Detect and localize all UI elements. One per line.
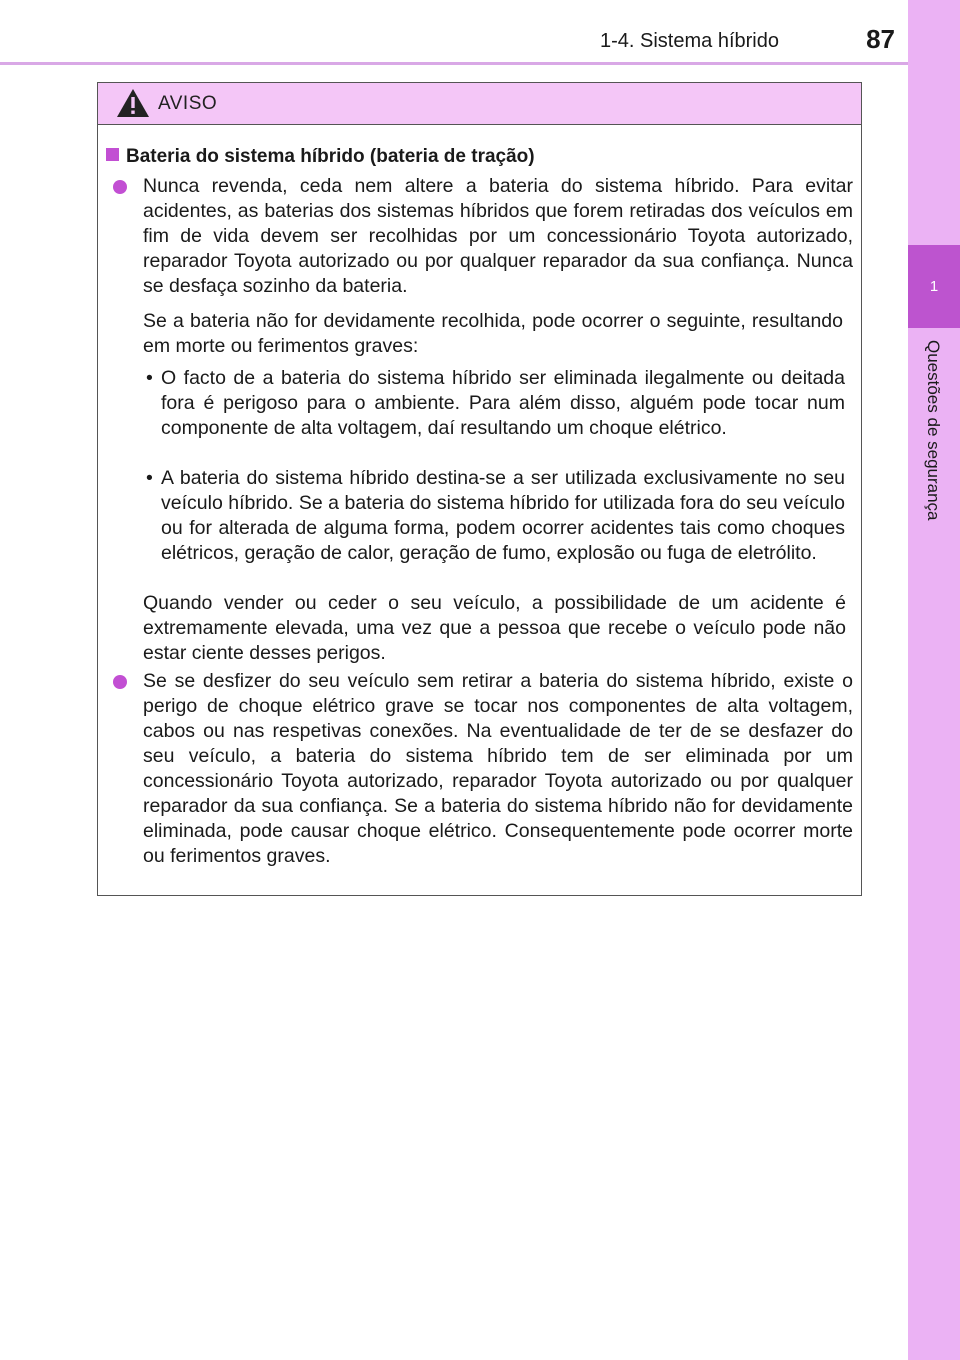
circle-bullet-icon (113, 675, 127, 689)
side-tab-chapter-label: Questões de segurança (924, 340, 943, 521)
bullet-mark: • (146, 367, 153, 389)
side-tab-strip (908, 0, 960, 1360)
warning-sub-bullet: O facto de a bateria do sistema híbrido ser eliminada ilegalmente ou deitada fora é perigoso para o ambiente. Para além disso, alguém pode tocar num componente de alta voltagem, daí resultando um choque elétrico. (161, 367, 845, 439)
bullet-mark: • (146, 467, 153, 489)
square-bullet-icon (106, 148, 119, 161)
warning-closing: Quando vender ou ceder o seu veículo, a possibilidade de um acidente é extremamente elevada, uma vez que a pessoa que recebe o veículo pode não estar ciente desses perigos. (143, 592, 846, 664)
warning-header (98, 83, 861, 125)
warning-heading (106, 146, 535, 168)
warning-label: AVISO (158, 93, 218, 114)
warning-triangle-icon (116, 88, 150, 118)
warning-item-text: Se se desfizer do seu veículo sem retirar a bateria do sistema híbrido, existe o perigo de choque elétrico grave se tocar nos componentes de alta voltagem, cabos ou nas respetivas conexões. Na eventualidade de ter de se desfazer do seu veículo, a bateria do sistema híbrido tem de ser eliminada por um concessionário Toyota autorizado, reparador Toyota autorizado ou por qualquer reparador da sua confiança. Se a bateria do sistema híbrido não for devidamente eliminada, pode causar choque elétrico. Consequentemente pode ocorrer morte ou ferimentos graves. (143, 670, 853, 867)
warning-box (97, 82, 862, 896)
warning-item-text: Nunca revenda, ceda nem altere a bateria do sistema híbrido. Para evitar acidentes, as baterias dos sistemas híbridos que forem retiradas dos veículos em fim de vida devem ser recolhidas por um concessionário Toyota autorizado, reparador Toyota autorizado ou por qualquer reparador da sua confiança. Nunca se desfaça sozinho da bateria. (143, 175, 853, 297)
warning-heading-text: Bateria do sistema híbrido (bateria de tração) (126, 146, 535, 167)
page-number: 87 (866, 24, 895, 54)
header-rule (0, 62, 908, 65)
side-tab-chapter-number[interactable]: 1 (908, 245, 960, 328)
warning-sub-intro: Se a bateria não for devidamente recolhida, pode ocorrer o seguinte, resultando em morte ou ferimentos graves: (143, 310, 843, 357)
circle-bullet-icon (113, 180, 127, 194)
warning-sub-bullet: A bateria do sistema híbrido destina-se a ser utilizada exclusivamente no seu veículo híbrido. Se a bateria do sistema híbrido for utilizada fora do seu veículo ou for alterada de alguma forma, podem ocorrer acidentes tais como choques elétricos, geração de calor, geração de fumo, explosão ou fuga de eletrólito. (161, 467, 845, 564)
section-title: 1-4. Sistema híbrido (600, 30, 779, 52)
